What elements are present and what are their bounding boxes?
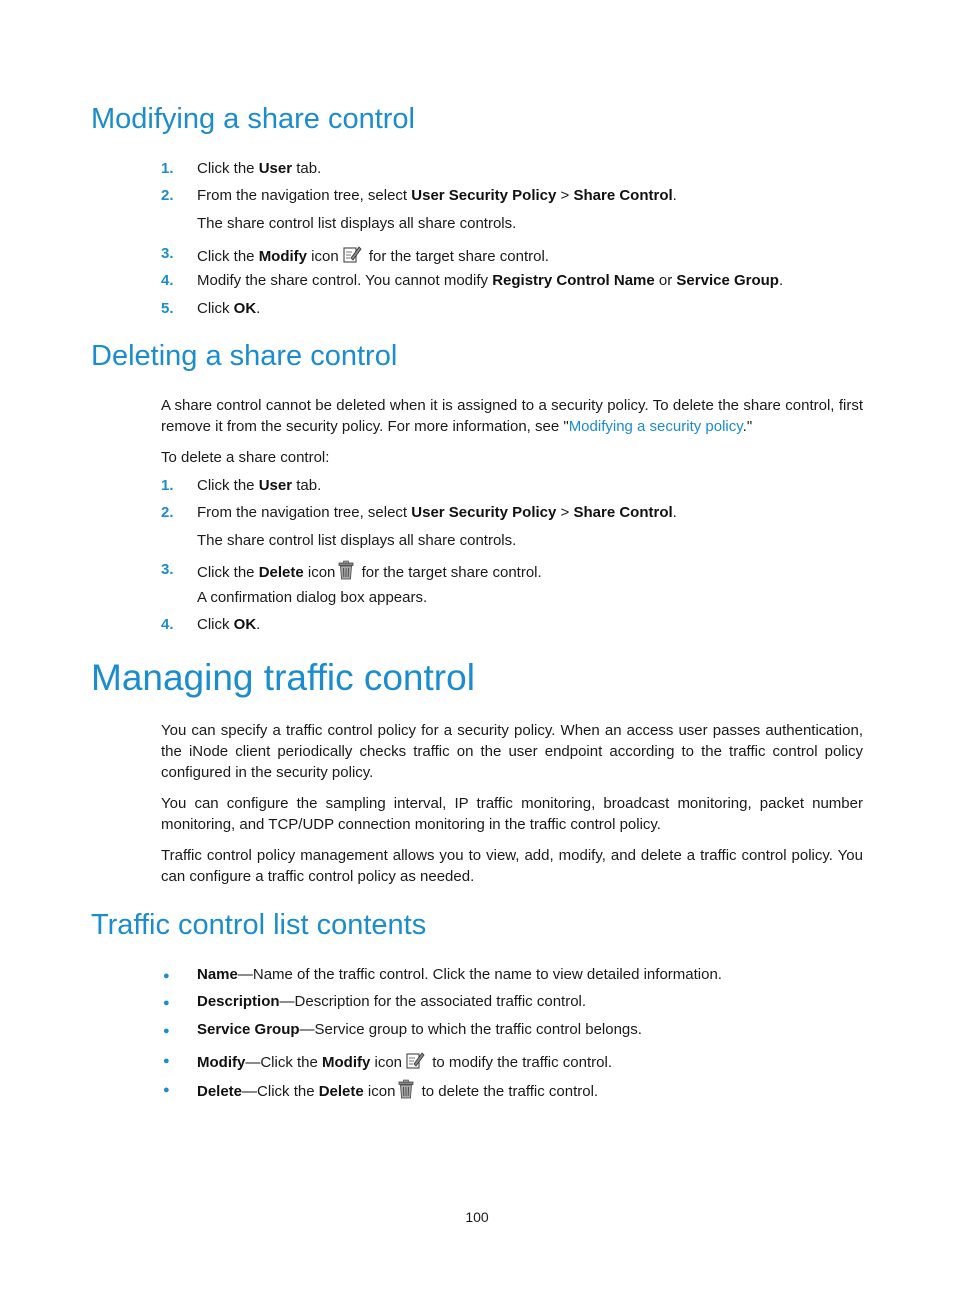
section-heading-delete: Deleting a share control	[91, 340, 398, 372]
step-text: Modify the share control. You cannot modify Registry Control Name or Service Group.	[197, 272, 784, 289]
step-number: 3.	[161, 245, 174, 262]
step-number: 2.	[161, 187, 174, 204]
page-number: 100	[465, 1209, 489, 1225]
list-item: Name—Name of the traffic control. Click the name to view detailed information.	[197, 966, 722, 983]
step-note: A confirmation dialog box appears.	[197, 589, 428, 606]
list-item: Modify—Click the Modify icon to modify the traffic control.	[197, 1050, 612, 1076]
step-text: Click OK.	[197, 300, 261, 317]
bullet-marker: ●	[163, 1025, 170, 1037]
list-item: Service Group—Service group to which the traffic control belongs.	[197, 1021, 642, 1038]
bullet-marker: ●	[163, 1055, 170, 1067]
section-heading-list: Traffic control list contents	[91, 909, 427, 941]
modifying-security-policy-link[interactable]: Modifying a security policy	[568, 418, 743, 435]
body-paragraph: Traffic control policy management allows you to view, add, modify, and delete a traffic control policy. You can configure a traffic control policy as needed.	[161, 847, 863, 885]
chapter-heading: Managing traffic control	[91, 657, 475, 698]
step-text: Click the Delete icon for the target share control.	[197, 560, 542, 586]
edit-icon	[405, 1050, 425, 1076]
list-item: Delete—Click the Delete icon to delete the traffic control.	[197, 1079, 598, 1105]
step-number: 4.	[161, 616, 174, 633]
bullet-marker: ●	[163, 970, 170, 982]
trash-icon	[398, 1079, 414, 1105]
step-number: 5.	[161, 300, 174, 317]
lead-text: To delete a share control:	[161, 449, 330, 466]
step-text: From the navigation tree, select User Security Policy > Share Control.	[197, 504, 677, 521]
body-paragraph: You can configure the sampling interval, IP traffic monitoring, broadcast monitoring, packet number monitoring, and TCP/UDP connection monitoring in the traffic control policy.	[161, 795, 863, 833]
bullet-marker: ●	[163, 1084, 170, 1096]
step-text: Click OK.	[197, 616, 261, 633]
step-text: From the navigation tree, select User Security Policy > Share Control.	[197, 187, 677, 204]
edit-icon	[342, 244, 362, 270]
step-text: Click the User tab.	[197, 160, 322, 177]
step-number: 3.	[161, 561, 174, 578]
bullet-marker: ●	[163, 997, 170, 1009]
step-number: 2.	[161, 504, 174, 521]
intro-paragraph: A share control cannot be deleted when it is assigned to a security policy. To delete the share control, first remove it from the security policy. For more information, see "Modifying a security policy."	[161, 397, 863, 435]
step-number: 1.	[161, 160, 174, 177]
step-number: 4.	[161, 272, 174, 289]
step-note: The share control list displays all share controls.	[197, 532, 517, 549]
step-text: Click the Modify icon for the target share control.	[197, 244, 549, 270]
body-paragraph: You can specify a traffic control policy for a security policy. When an access user passes authentication, the iNode client periodically checks traffic on the user endpoint according to the traffic control policy configured in the security policy.	[161, 722, 863, 781]
step-note: The share control list displays all share controls.	[197, 215, 517, 232]
section-heading-modify: Modifying a share control	[91, 103, 415, 135]
step-text: Click the User tab.	[197, 477, 322, 494]
list-item: Description—Description for the associated traffic control.	[197, 993, 587, 1010]
step-number: 1.	[161, 477, 174, 494]
trash-icon	[338, 560, 354, 586]
